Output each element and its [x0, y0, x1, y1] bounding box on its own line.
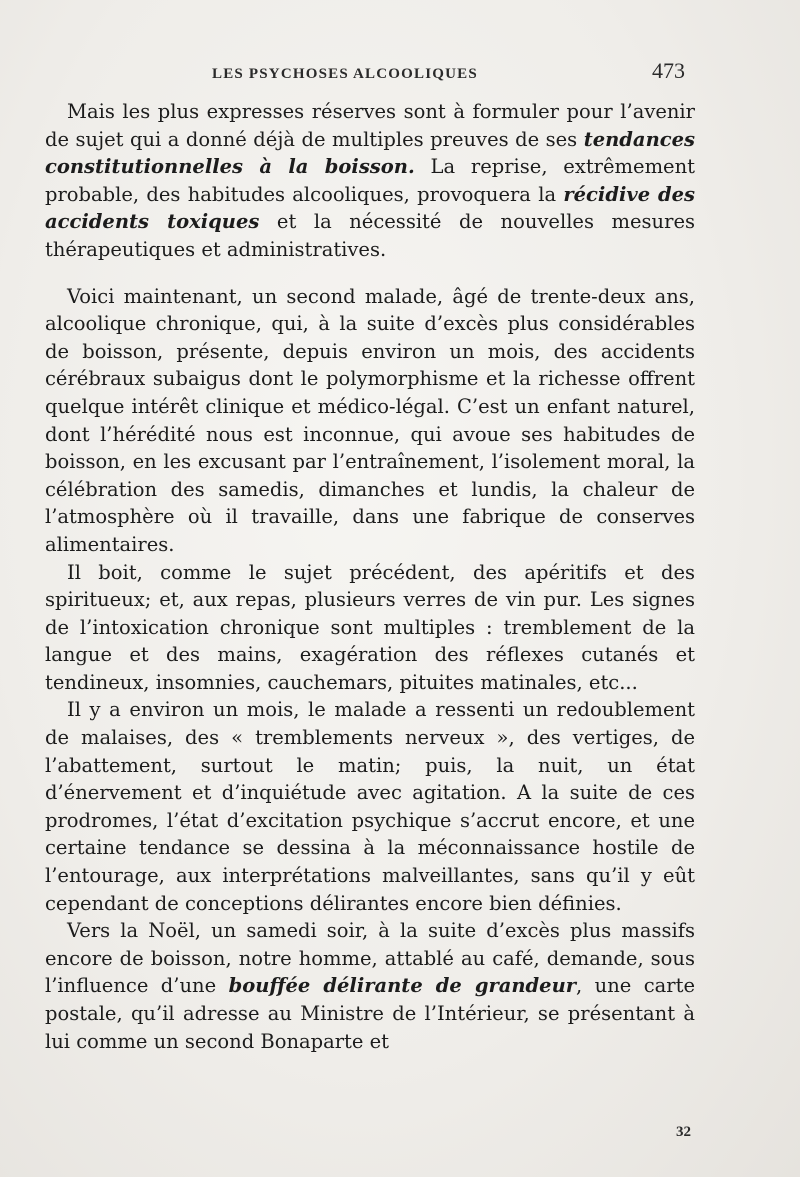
text-run: La reprise, extrêmement probable, des habitudes alcooliques, provoquera la: [45, 155, 695, 206]
text-run: , une carte postale, qu’il adresse au Ministre de l’Intérieur, se présentant à lui comme un second Bonaparte et: [45, 974, 696, 1053]
italic-phrase: bouffée délirante de grandeur: [228, 974, 577, 998]
paragraph: Il boit, comme le sujet précédent, des apéritifs et des spiritueux; et, aux repas, plusieurs verres de vin pur. Les signes de l’intoxication chronique sont multiples : tremblement de la langue et des mains, exagération des réflexes cutanés et tendineux, insomnies, cauchemars, pituites matinales, etc...: [45, 560, 695, 694]
signature-mark: 32: [676, 1124, 691, 1140]
italic-phrase: tendances constitutionnelles à la boisson.: [45, 127, 695, 179]
body-text: [45, 98, 695, 1055]
running-head: LES PSYCHOSES ALCOOLIQUES: [212, 66, 478, 82]
paragraph: [45, 98, 695, 264]
text-run: Vers la Noël, un samedi soir, à la suite d’excès plus massifs encore de boisson, notre homme, attablé au café, demande, sous l’influence d’une: [45, 919, 695, 998]
italic-phrase: récidive des accidents toxiques: [45, 182, 695, 234]
page-number: 473: [652, 58, 685, 83]
text-run: et la nécessité de nouvelles mesures thérapeutiques et administratives.: [45, 210, 695, 261]
text-run: Mais les plus expresses réserves sont à formuler pour l’avenir de sujet qui a donné déjà de multiples preuves de ses: [45, 100, 695, 151]
paragraph: [45, 917, 695, 1055]
paragraph: Il y a environ un mois, le malade a ressenti un redoublement de malaises, des « tremblements nerveux », des vertiges, de l’abattement, surtout le matin; puis, la nuit, un état d’énervement et d’inquiétude avec agitation. A la suite de ces prodromes, l’état d’excitation psychique s’accrut encore, et une certaine tendance se dessina à la méconnaissance hostile de l’entourage, aux interprétations malveillantes, sans qu’il y eût cependant de conceptions délirantes encore bien définies.: [45, 698, 695, 915]
paragraph: Voici maintenant, un second malade, âgé de trente-deux ans, alcoolique chronique, qui, à la suite d’excès plus considérables de boisson, présente, depuis environ un mois, des accidents cérébraux subaigus dont le polymorphisme et la richesse offrent quelque intérêt clinique et médico-légal. C’est un enfant naturel, dont l’hérédité nous est inconnue, qui avoue ses habitudes de boisson, en les excusant par l’entraînement, l’isolement moral, la célébration des samedis, dimanches et lundis, la chaleur de l’atmosphère où il travaille, dans une fabrique de conserves alimentaires.: [45, 284, 695, 556]
